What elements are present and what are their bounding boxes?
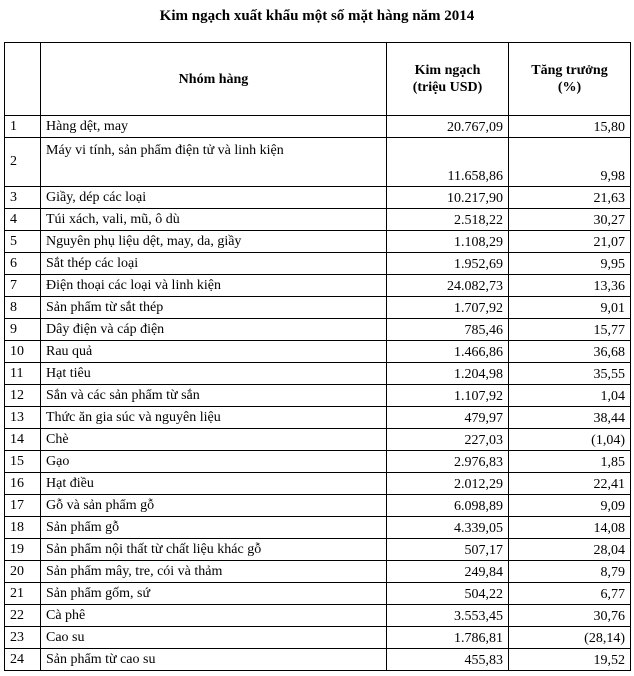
table-row xyxy=(5,649,631,671)
row-value-cell: 2.976,83 xyxy=(387,451,509,473)
row-group-cell: Rau quả xyxy=(41,341,387,363)
row-growth-cell: 9,09 xyxy=(509,495,631,517)
row-group-cell: Hạt tiêu xyxy=(41,363,387,385)
row-growth-cell: 28,04 xyxy=(509,539,631,561)
row-growth-cell: 9,95 xyxy=(509,253,631,275)
row-number-cell: 4 xyxy=(5,209,41,231)
row-group-cell: Cao su xyxy=(41,627,387,649)
row-number-cell: 11 xyxy=(5,363,41,385)
row-growth-cell: 36,68 xyxy=(509,341,631,363)
row-group-cell: Gạo xyxy=(41,451,387,473)
table-row xyxy=(5,253,631,275)
header-growth-line2: (%) xyxy=(557,80,582,95)
row-number-cell: 1 xyxy=(5,116,41,138)
row-value-cell: 2.518,22 xyxy=(387,209,509,231)
header-stt xyxy=(5,43,41,116)
row-number-cell: 9 xyxy=(5,319,41,341)
row-growth-cell: 21,63 xyxy=(509,187,631,209)
table-row xyxy=(5,451,631,473)
row-growth-cell: 9,98 xyxy=(509,138,631,187)
page-title: Kim ngạch xuất khẩu một số mặt hàng năm 2014 xyxy=(159,8,475,24)
row-growth-cell: 8,79 xyxy=(509,561,631,583)
row-group-cell: Máy vi tính, sản phẩm điện tử và linh kiện xyxy=(41,138,387,187)
row-value-cell: 455,83 xyxy=(387,649,509,671)
table-row xyxy=(5,231,631,253)
export-table xyxy=(4,42,631,671)
row-value-cell: 10.217,90 xyxy=(387,187,509,209)
row-value-cell: 1.107,92 xyxy=(387,385,509,407)
row-number-cell: 6 xyxy=(5,253,41,275)
row-number-cell: 10 xyxy=(5,341,41,363)
row-value-cell: 1.204,98 xyxy=(387,363,509,385)
row-number-cell: 18 xyxy=(5,517,41,539)
row-value-cell: 507,17 xyxy=(387,539,509,561)
row-value-cell: 479,97 xyxy=(387,407,509,429)
row-group-cell: Sản phẩm từ cao su xyxy=(41,649,387,671)
row-group-cell: Thức ăn gia súc và nguyên liệu xyxy=(41,407,387,429)
table-row xyxy=(5,138,631,187)
row-number-cell: 5 xyxy=(5,231,41,253)
row-growth-cell: 13,36 xyxy=(509,275,631,297)
table-row xyxy=(5,275,631,297)
row-growth-cell: 15,80 xyxy=(509,116,631,138)
header-value-line1: Kim ngạch xyxy=(414,63,481,78)
row-value-cell: 249,84 xyxy=(387,561,509,583)
table-body xyxy=(5,116,631,671)
row-growth-cell: 1,04 xyxy=(509,385,631,407)
table-row xyxy=(5,319,631,341)
row-group-cell: Sắt thép các loại xyxy=(41,253,387,275)
row-group-cell: Cà phê xyxy=(41,605,387,627)
row-group-cell: Điện thoại các loại và linh kiện xyxy=(41,275,387,297)
row-growth-cell: 1,85 xyxy=(509,451,631,473)
row-growth-cell: 19,52 xyxy=(509,649,631,671)
table-row xyxy=(5,583,631,605)
row-group-cell: Dây điện và cáp điện xyxy=(41,319,387,341)
row-group-cell: Giầy, dép các loại xyxy=(41,187,387,209)
row-value-cell: 1.108,29 xyxy=(387,231,509,253)
row-group-cell: Sản phẩm gốm, sứ xyxy=(41,583,387,605)
table-row xyxy=(5,187,631,209)
row-growth-cell: 6,77 xyxy=(509,583,631,605)
row-number-cell: 22 xyxy=(5,605,41,627)
row-value-cell: 1.786,81 xyxy=(387,627,509,649)
table-row xyxy=(5,407,631,429)
row-group-cell: Gỗ và sản phẩm gỗ xyxy=(41,495,387,517)
row-growth-cell: 30,27 xyxy=(509,209,631,231)
table-row xyxy=(5,429,631,451)
row-growth-cell: 14,08 xyxy=(509,517,631,539)
table-row xyxy=(5,561,631,583)
table-header-row xyxy=(5,43,631,116)
row-number-cell: 24 xyxy=(5,649,41,671)
row-number-cell: 7 xyxy=(5,275,41,297)
row-group-cell: Túi xách, vali, mũ, ô dù xyxy=(41,209,387,231)
table-row xyxy=(5,627,631,649)
table-row xyxy=(5,363,631,385)
row-group-cell: Chè xyxy=(41,429,387,451)
row-growth-cell: 9,01 xyxy=(509,297,631,319)
row-number-cell: 20 xyxy=(5,561,41,583)
table-row xyxy=(5,473,631,495)
row-growth-cell: 15,77 xyxy=(509,319,631,341)
row-growth-cell: 21,07 xyxy=(509,231,631,253)
row-value-cell: 6.098,89 xyxy=(387,495,509,517)
row-growth-cell: (1,04) xyxy=(509,429,631,451)
table-row xyxy=(5,209,631,231)
row-growth-cell: (28,14) xyxy=(509,627,631,649)
table-row xyxy=(5,116,631,138)
row-group-cell: Nguyên phụ liệu dệt, may, da, giầy xyxy=(41,231,387,253)
row-growth-cell: 22,41 xyxy=(509,473,631,495)
table-row xyxy=(5,605,631,627)
row-value-cell: 2.012,29 xyxy=(387,473,509,495)
header-group: Nhóm hàng xyxy=(41,43,387,116)
table-row xyxy=(5,539,631,561)
row-growth-cell: 38,44 xyxy=(509,407,631,429)
row-number-cell: 14 xyxy=(5,429,41,451)
row-number-cell: 2 xyxy=(5,138,41,187)
row-group-cell: Sản phẩm gỗ xyxy=(41,517,387,539)
row-group-cell: Hàng dệt, may xyxy=(41,116,387,138)
row-growth-cell: 35,55 xyxy=(509,363,631,385)
table-row xyxy=(5,517,631,539)
row-group-cell: Sản phẩm nội thất từ chất liệu khác gỗ xyxy=(41,539,387,561)
row-growth-cell: 30,76 xyxy=(509,605,631,627)
row-number-cell: 15 xyxy=(5,451,41,473)
row-value-cell: 20.767,09 xyxy=(387,116,509,138)
row-value-cell: 785,46 xyxy=(387,319,509,341)
row-value-cell: 3.553,45 xyxy=(387,605,509,627)
row-number-cell: 21 xyxy=(5,583,41,605)
row-value-cell: 227,03 xyxy=(387,429,509,451)
header-value-line2: (triệu USD) xyxy=(412,80,483,95)
row-group-cell: Sắn và các sản phẩm từ sắn xyxy=(41,385,387,407)
table-row xyxy=(5,341,631,363)
row-number-cell: 17 xyxy=(5,495,41,517)
table-row xyxy=(5,385,631,407)
row-number-cell: 19 xyxy=(5,539,41,561)
row-value-cell: 11.658,86 xyxy=(387,138,509,187)
row-number-cell: 3 xyxy=(5,187,41,209)
row-value-cell: 1.952,69 xyxy=(387,253,509,275)
row-value-cell: 504,22 xyxy=(387,583,509,605)
row-group-cell: Hạt điều xyxy=(41,473,387,495)
row-group-cell: Sản phẩm từ sắt thép xyxy=(41,297,387,319)
row-value-cell: 1.707,92 xyxy=(387,297,509,319)
table-row xyxy=(5,495,631,517)
row-number-cell: 16 xyxy=(5,473,41,495)
row-number-cell: 12 xyxy=(5,385,41,407)
row-value-cell: 4.339,05 xyxy=(387,517,509,539)
header-growth-line1: Tăng trưởng xyxy=(531,63,608,78)
row-number-cell: 23 xyxy=(5,627,41,649)
header-value xyxy=(387,43,509,116)
row-group-cell: Sản phẩm mây, tre, cói và thảm xyxy=(41,561,387,583)
table-row xyxy=(5,297,631,319)
row-number-cell: 8 xyxy=(5,297,41,319)
header-growth xyxy=(509,43,631,116)
row-value-cell: 24.082,73 xyxy=(387,275,509,297)
row-value-cell: 1.466,86 xyxy=(387,341,509,363)
row-number-cell: 13 xyxy=(5,407,41,429)
